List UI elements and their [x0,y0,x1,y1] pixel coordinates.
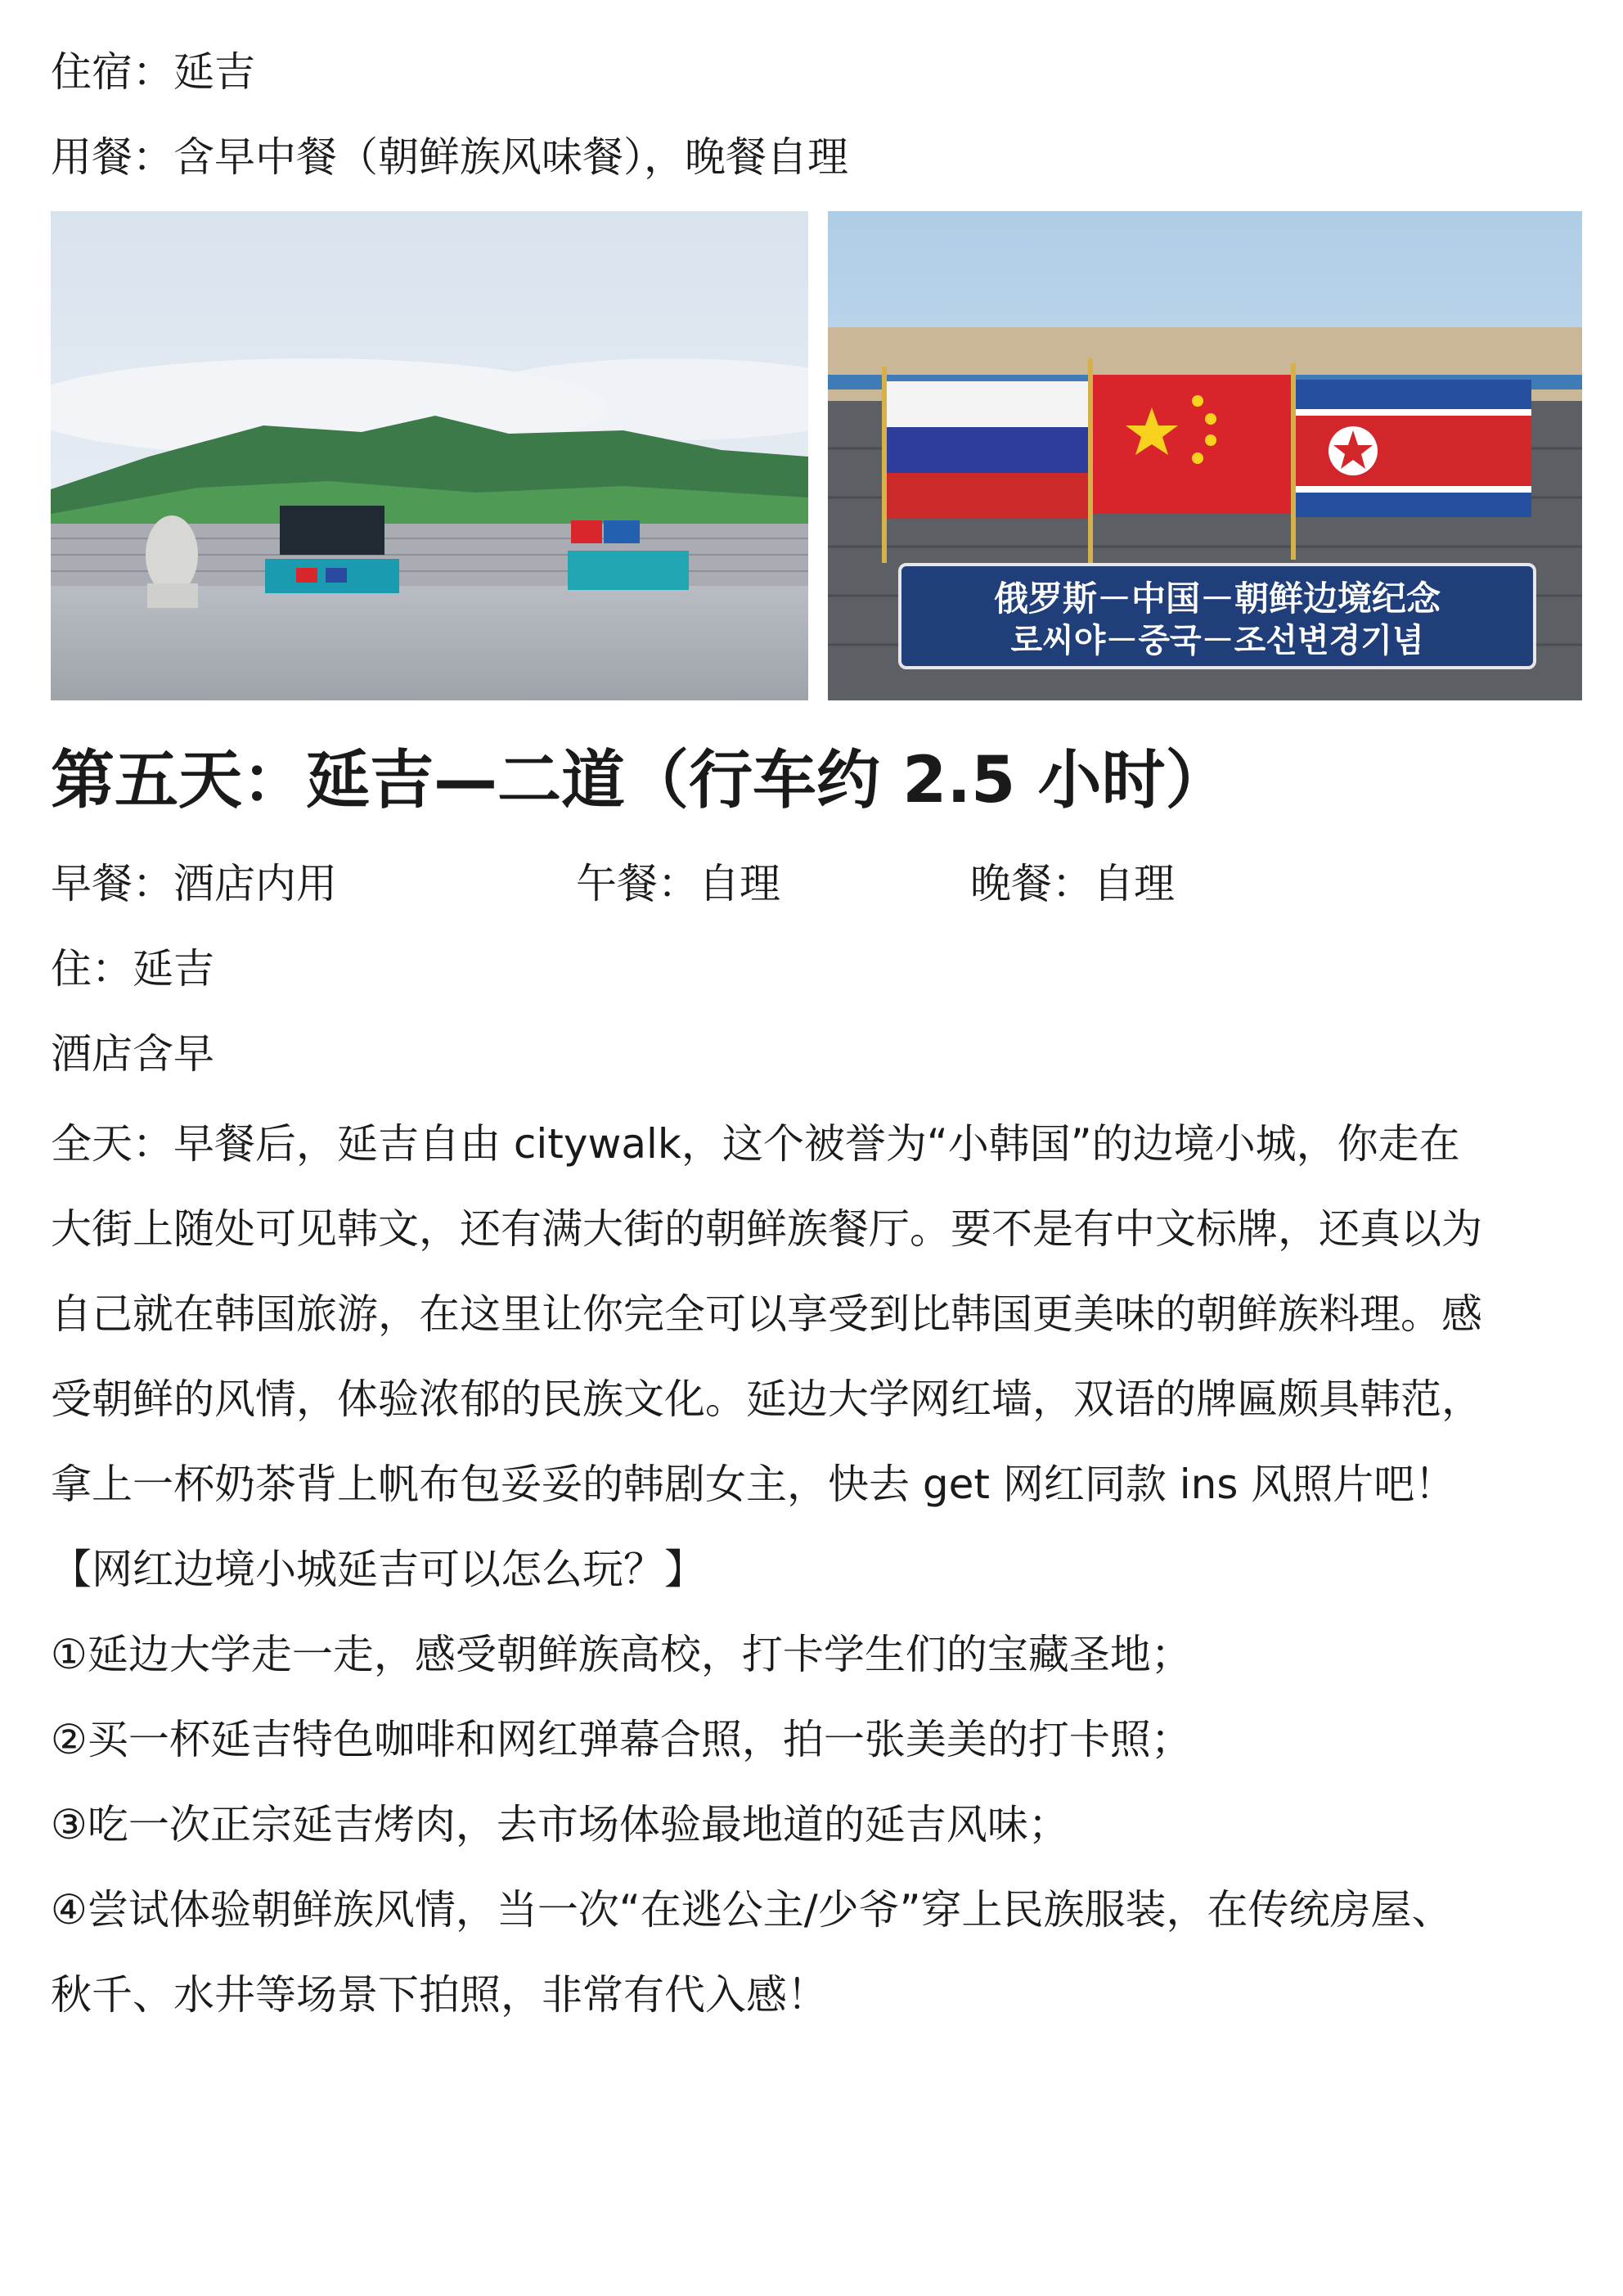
tip-item: ④尝试体验朝鲜族风情，当一次“在逃公主/少爷”穿上民族服装，在传统房屋、 [51,1886,1453,1934]
day5-title: 第五天：延吉—二道（行车约 2.5 小时） [51,744,1230,817]
description-line: 大街上随处可见韩文，还有满大街的朝鲜族餐厅。要不是有中文标牌，还真以为 [51,1205,1482,1253]
tips-title: 【网红边境小城延吉可以怎么玩？】 [51,1546,705,1593]
border-monument-photo [51,211,808,700]
sign-korean-text: 로씨야－중국－조선변경기념 [1010,622,1424,660]
description-line: 受朝鲜的风情，体验浓郁的民族文化。延边大学网红墙，双语的牌匾颇具韩范， [51,1375,1482,1423]
lunch-line: 午餐：自理 [576,860,780,907]
breakfast-line: 早餐：酒店内用 [51,860,337,907]
description-line: 拿上一杯奶茶背上帆布包妥妥的韩剧女主，快去 get 网红同款 ins 风照片吧！ [51,1461,1456,1508]
description-line: 自己就在韩国旅游，在这里让你完全可以享受到比韩国更美味的朝鲜族料理。感 [51,1290,1482,1338]
three-flags-monument-photo [828,211,1582,700]
tip-item: ②买一杯延吉特色咖啡和网红弹幕合照，拍一张美美的打卡照； [51,1716,1192,1763]
hotel-note: 酒店含早 [51,1030,214,1078]
tip-item: 秋千、水井等场景下拍照，非常有代入感！ [51,1971,828,2019]
description-line: 全天：早餐后，延吉自由 citywalk，这个被誉为“小韩国”的边境小城，你走在 [51,1120,1460,1168]
tip-item: ①延边大学走一走，感受朝鲜族高校，打卡学生们的宝藏圣地； [51,1631,1192,1678]
tip-item: ③吃一次正宗延吉烤肉，去市场体验最地道的延吉风味； [51,1801,1069,1848]
lodging-line: 住宿：延吉 [51,48,255,96]
sign-chinese-text: 俄罗斯－中国－朝鲜边境纪念 [993,579,1441,619]
meals-line: 用餐：含早中餐（朝鲜族风味餐），晚餐自理 [51,133,848,181]
dinner-line: 晚餐：自理 [970,860,1175,907]
stay-line: 住：延吉 [51,945,214,993]
day5-description [51,1101,1589,2037]
